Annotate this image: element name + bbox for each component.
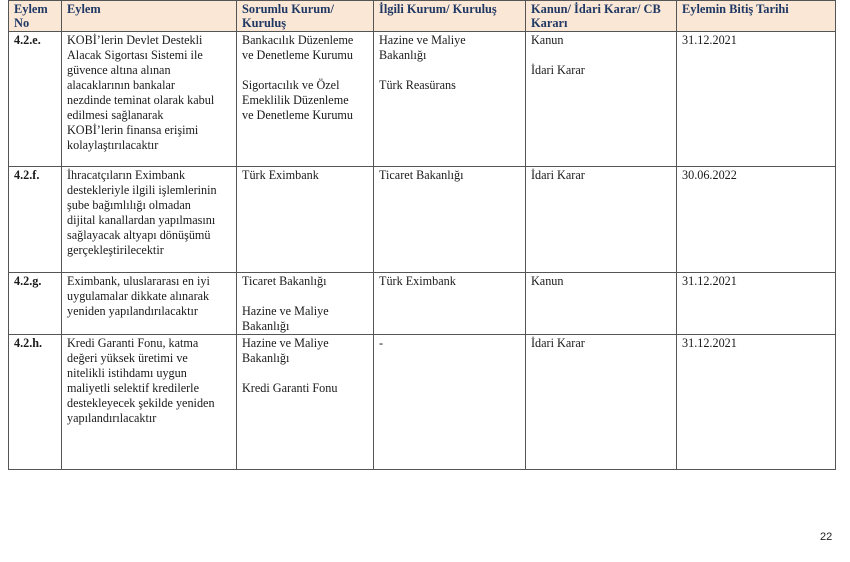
header-end-date: Eylemin Bitiş Tarihi (677, 1, 836, 32)
end-date-cell: 31.12.2021 (677, 32, 836, 167)
action-no-cell: 4.2.e. (9, 32, 62, 167)
header-action-no: Eylem No (9, 1, 62, 32)
header-responsible-institution: Sorumlu Kurum/ Kuruluş (237, 1, 374, 32)
end-date-cell: 30.06.2022 (677, 167, 836, 273)
related-cell: Türk Eximbank (374, 273, 526, 335)
action-plan-table (8, 0, 836, 470)
header-decision-type: Kanun/ İdari Karar/ CB Kararı (526, 1, 677, 32)
decision-cell: İdari Karar (526, 335, 677, 470)
end-date-cell: 31.12.2021 (677, 273, 836, 335)
responsible-cell: Bankacılık Düzenleme ve Denetleme Kurumu Sigortacılık ve Özel Emeklilik Düzenleme ve Denetleme Kurumu (237, 32, 374, 167)
action-no-cell: 4.2.f. (9, 167, 62, 273)
table-header-row (9, 1, 836, 32)
related-cell: - (374, 335, 526, 470)
related-cell: Hazine ve Maliye Bakanlığı Türk Reasürans (374, 32, 526, 167)
table-row (9, 273, 836, 335)
header-related-institution: İlgili Kurum/ Kuruluş (374, 1, 526, 32)
action-cell: Kredi Garanti Fonu, katma değeri yüksek üretimi ve nitelikli istihdamı uygun maliyetli selektif kredilerle destekleyecek şekilde yeniden yapılandırılacaktır (62, 335, 237, 470)
related-cell: Ticaret Bakanlığı (374, 167, 526, 273)
action-no-cell: 4.2.g. (9, 273, 62, 335)
action-cell: KOBİ’lerin Devlet Destekli Alacak Sigortası Sistemi ile güvence altına alınan alacaklarının bankalar nezdinde teminat olarak kabul edilmesi sağlanarak KOBİ’lerin finansa erişimi kolaylaştırılacaktır (62, 32, 237, 167)
responsible-cell: Hazine ve Maliye Bakanlığı Kredi Garanti Fonu (237, 335, 374, 470)
action-cell: İhracatçıların Eximbank destekleriyle ilgili işlemlerinin şube bağımlılığı olmadan dijital kanallardan yapılmasını sağlayacak altyapı dönüşümü gerçekleştirilecektir (62, 167, 237, 273)
header-action: Eylem (62, 1, 237, 32)
action-cell: Eximbank, uluslararası en iyi uygulamalar dikkate alınarak yeniden yapılandırılacaktır (62, 273, 237, 335)
end-date-cell: 31.12.2021 (677, 335, 836, 470)
page-number: 22 (820, 531, 833, 543)
decision-cell: Kanun İdari Karar (526, 32, 677, 167)
table-row (9, 335, 836, 470)
responsible-cell: Ticaret Bakanlığı Hazine ve Maliye Bakanlığı (237, 273, 374, 335)
table-row (9, 167, 836, 273)
responsible-cell: Türk Eximbank (237, 167, 374, 273)
table-row (9, 32, 836, 167)
decision-cell: İdari Karar (526, 167, 677, 273)
action-no-cell: 4.2.h. (9, 335, 62, 470)
decision-cell: Kanun (526, 273, 677, 335)
